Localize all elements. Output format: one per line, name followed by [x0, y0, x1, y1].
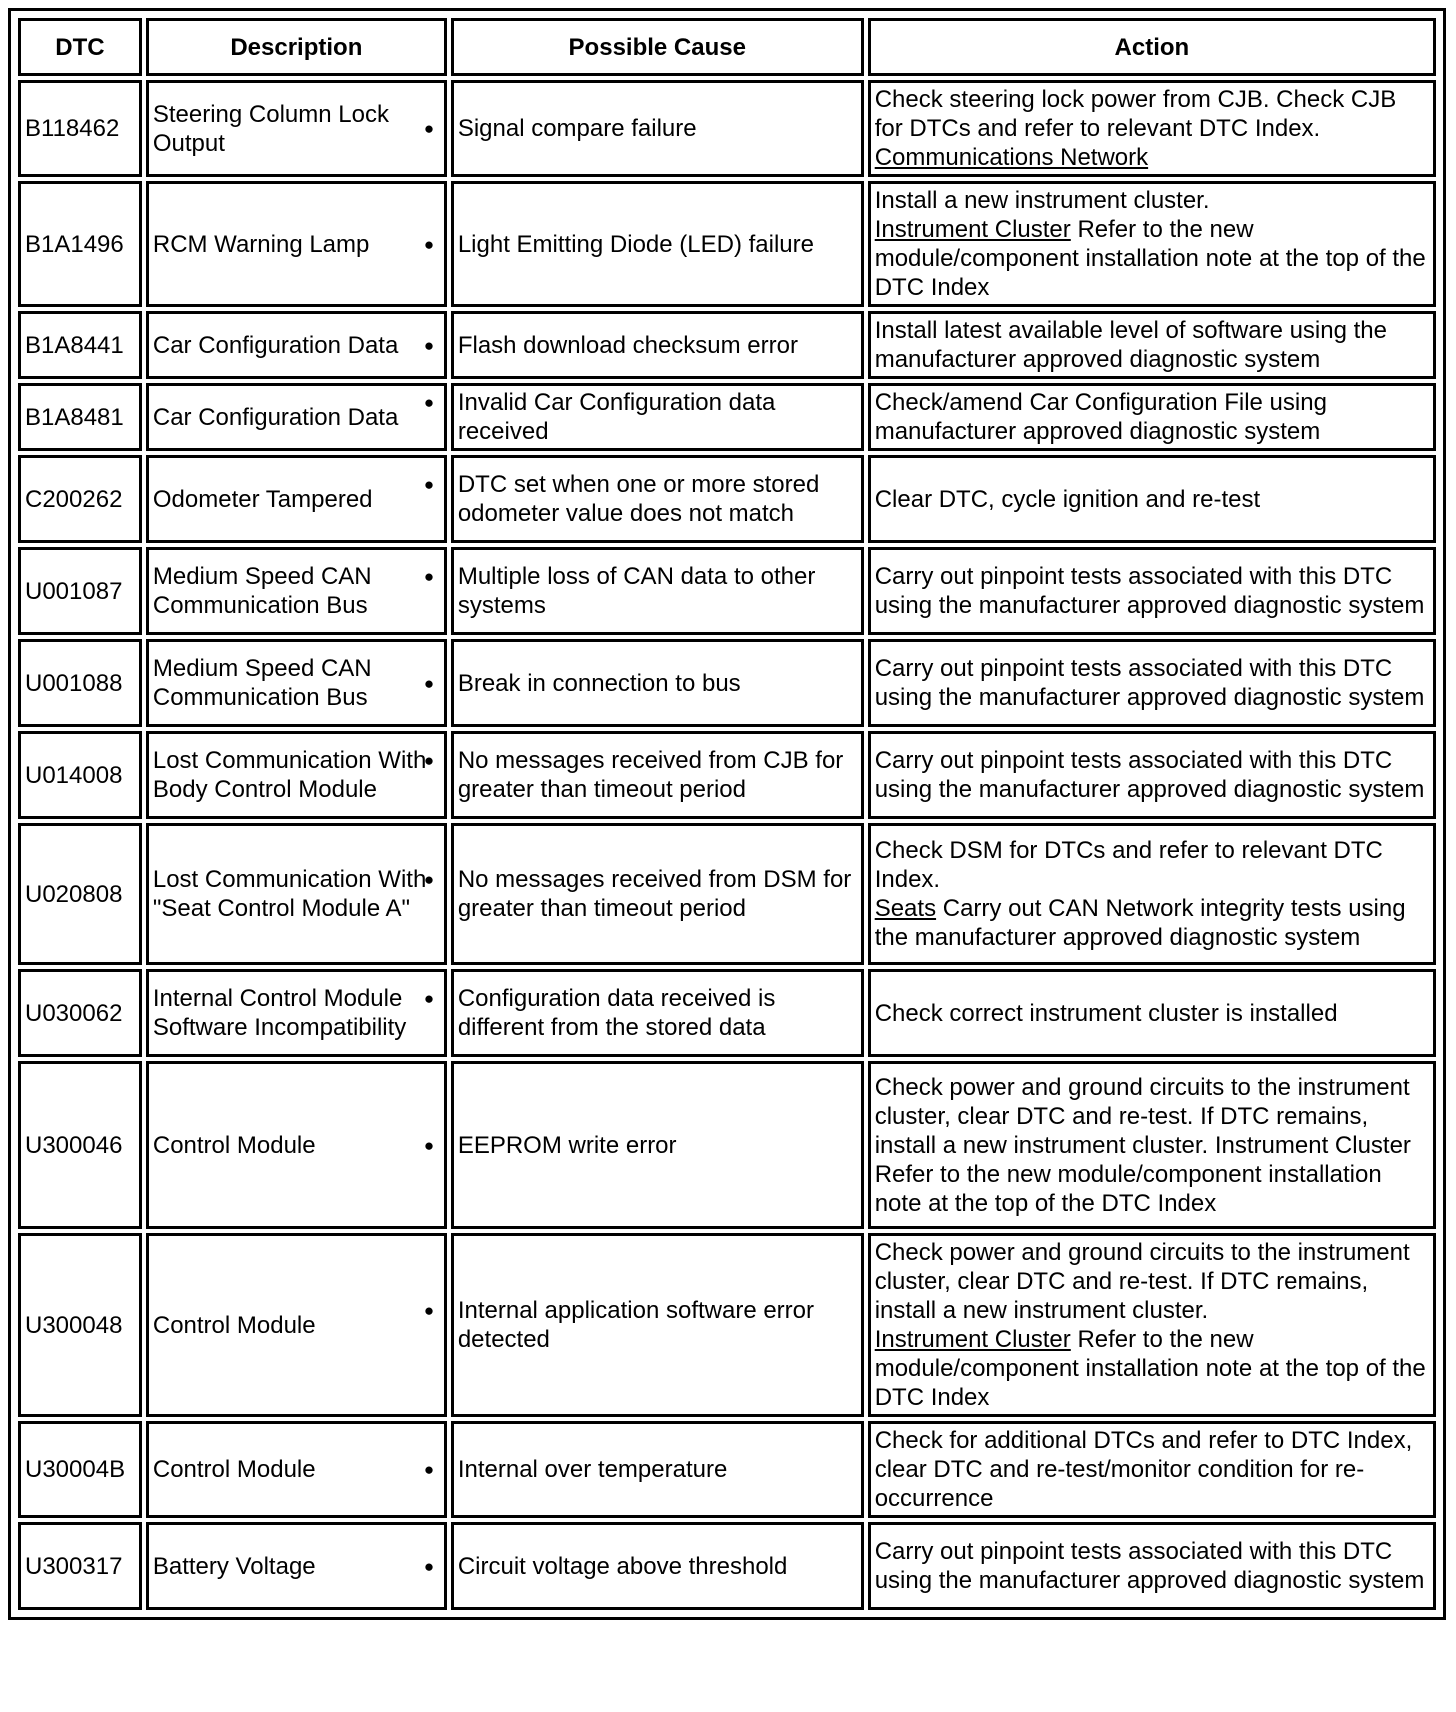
dtc-code: C200262	[18, 455, 142, 543]
action-text: Check power and ground circuits to the instrument cluster, clear DTC and re-test. If DTC remains, install a new instrument cluster. Instrument Cluster Refer to the new module/component installation note at the top of the DTC Index	[874, 1073, 1411, 1217]
dtc-possible-cause	[451, 1421, 864, 1518]
dtc-description: RCM Warning Lamp	[146, 181, 447, 307]
dtc-possible-cause	[451, 969, 864, 1057]
cause-bullet-item: ● Internal application software error detected	[458, 1296, 857, 1354]
dtc-description: Control Module	[146, 1061, 447, 1229]
action-text: Check power and ground circuits to the instrument cluster, clear DTC and re-test. If DTC remains, install a new instrument cluster.	[874, 1239, 1410, 1324]
dtc-code: U001087	[18, 547, 142, 635]
dtc-action	[868, 823, 1436, 965]
action-reference-link[interactable]: Seats	[874, 895, 937, 922]
dtc-description: Steering Column Lock Output	[146, 80, 447, 177]
dtc-code: U001088	[18, 639, 142, 727]
header-action: Action	[868, 18, 1436, 76]
dtc-description: Internal Control Module Software Incompatibility	[146, 969, 447, 1057]
cause-bullet-item: ● Break in connection to bus	[458, 669, 857, 698]
dtc-action	[868, 969, 1436, 1057]
dtc-code: U014008	[18, 731, 142, 819]
action-text: Install latest available level of software using the manufacturer approved diagnostic system	[874, 317, 1387, 373]
dtc-code: U300048	[18, 1233, 142, 1417]
dtc-code: B1A8481	[18, 383, 142, 451]
table-row	[18, 547, 1436, 635]
dtc-description: Medium Speed CAN Communication Bus	[146, 639, 447, 727]
table-row	[18, 80, 1436, 177]
dtc-description: Medium Speed CAN Communication Bus	[146, 547, 447, 635]
dtc-possible-cause	[451, 311, 864, 379]
dtc-action	[868, 455, 1436, 543]
dtc-possible-cause	[451, 181, 864, 307]
header-cause: Possible Cause	[451, 18, 864, 76]
action-reference-link[interactable]: Instrument Cluster	[874, 1326, 1071, 1353]
dtc-action	[868, 80, 1436, 177]
header-description: Description	[146, 18, 447, 76]
dtc-possible-cause	[451, 455, 864, 543]
dtc-possible-cause	[451, 731, 864, 819]
action-text-continued: Refer to the new module/component installation note at the top of the DTC Index	[874, 1326, 1426, 1411]
table-row	[18, 1421, 1436, 1518]
dtc-description: Control Module	[146, 1421, 447, 1518]
action-text: Check correct instrument cluster is installed	[874, 999, 1338, 1027]
dtc-possible-cause	[451, 1233, 864, 1417]
dtc-possible-cause	[451, 823, 864, 965]
table-row	[18, 455, 1436, 543]
action-text: Check steering lock power from CJB. Check CJB for DTCs and refer to relevant DTC Index.	[874, 86, 1397, 142]
dtc-action	[868, 181, 1436, 307]
table-row	[18, 311, 1436, 379]
dtc-action	[868, 311, 1436, 379]
header-dtc: DTC	[18, 18, 142, 76]
action-text-continued: Carry out CAN Network integrity tests using the manufacturer approved diagnostic system	[874, 895, 1406, 951]
cause-bullet-item: ● No messages received from DSM for greater than timeout period	[458, 865, 857, 923]
dtc-description: Lost Communication With "Seat Control Module A"	[146, 823, 447, 965]
dtc-action	[868, 1522, 1436, 1610]
dtc-action	[868, 731, 1436, 819]
dtc-possible-cause	[451, 1061, 864, 1229]
dtc-code: U300046	[18, 1061, 142, 1229]
cause-bullet-item: ● EEPROM write error	[458, 1131, 857, 1160]
dtc-code: B1A1496	[18, 181, 142, 307]
cause-bullet-item: ● Multiple loss of CAN data to other systems	[458, 562, 857, 620]
dtc-description: Car Configuration Data	[146, 311, 447, 379]
action-reference-link[interactable]: Instrument Cluster	[874, 216, 1071, 243]
cause-bullet-item: ● Light Emitting Diode (LED) failure	[458, 230, 857, 259]
dtc-code: U30004B	[18, 1421, 142, 1518]
cause-bullet-item: ● Configuration data received is different from the stored data	[458, 984, 857, 1042]
action-text: Carry out pinpoint tests associated with this DTC using the manufacturer approved diagnostic system	[874, 655, 1425, 711]
dtc-possible-cause	[451, 639, 864, 727]
dtc-code: U020808	[18, 823, 142, 965]
dtc-description: Car Configuration Data	[146, 383, 447, 451]
dtc-action	[868, 547, 1436, 635]
dtc-action	[868, 1061, 1436, 1229]
dtc-code: B118462	[18, 80, 142, 177]
dtc-description: Odometer Tampered	[146, 455, 447, 543]
dtc-possible-cause	[451, 383, 864, 451]
cause-bullet-item: ● Circuit voltage above threshold	[458, 1552, 857, 1581]
action-text: Check for additional DTCs and refer to DTC Index, clear DTC and re-test/monitor condition for re-occurrence	[874, 1427, 1413, 1512]
action-text: Carry out pinpoint tests associated with this DTC using the manufacturer approved diagnostic system	[874, 563, 1425, 619]
dtc-description: Battery Voltage	[146, 1522, 447, 1610]
action-text: Check/amend Car Configuration File using manufacturer approved diagnostic system	[874, 389, 1327, 445]
dtc-possible-cause	[451, 1522, 864, 1610]
action-text-continued: Refer to the new module/component installation note at the top of the DTC Index	[874, 216, 1426, 301]
action-reference-link[interactable]: Communications Network	[874, 144, 1149, 171]
table-row	[18, 181, 1436, 307]
cause-bullet-item: ● Internal over temperature	[458, 1455, 857, 1484]
cause-bullet-item: ● Flash download checksum error	[458, 331, 857, 360]
dtc-description: Control Module	[146, 1233, 447, 1417]
cause-bullet-item: ● Signal compare failure	[458, 114, 857, 143]
action-text: Carry out pinpoint tests associated with this DTC using the manufacturer approved diagnostic system	[874, 1538, 1425, 1594]
dtc-possible-cause	[451, 80, 864, 177]
dtc-description: Lost Communication With Body Control Module	[146, 731, 447, 819]
dtc-code: B1A8441	[18, 311, 142, 379]
table-row	[18, 1522, 1436, 1610]
table-header-row	[18, 18, 1436, 76]
dtc-table-frame	[8, 8, 1446, 1620]
dtc-action	[868, 639, 1436, 727]
table-row	[18, 823, 1436, 965]
table-row	[18, 639, 1436, 727]
table-row	[18, 383, 1436, 451]
table-row	[18, 1233, 1436, 1417]
dtc-code: U300317	[18, 1522, 142, 1610]
dtc-code: U030062	[18, 969, 142, 1057]
table-row	[18, 731, 1436, 819]
cause-bullet-item: ● Invalid Car Configuration data received	[458, 388, 857, 446]
action-text: Carry out pinpoint tests associated with this DTC using the manufacturer approved diagnostic system	[874, 747, 1425, 803]
dtc-action	[868, 1233, 1436, 1417]
table-row	[18, 1061, 1436, 1229]
cause-bullet-item: ● No messages received from CJB for greater than timeout period	[458, 746, 857, 804]
action-text: Check DSM for DTCs and refer to relevant DTC Index.	[874, 837, 1383, 893]
table-row	[18, 969, 1436, 1057]
dtc-possible-cause	[451, 547, 864, 635]
action-text: Clear DTC, cycle ignition and re-test	[874, 485, 1261, 513]
dtc-table	[14, 14, 1440, 1614]
dtc-action	[868, 1421, 1436, 1518]
cause-bullet-item: ● DTC set when one or more stored odometer value does not match	[458, 470, 857, 528]
action-text: Install a new instrument cluster.	[874, 187, 1210, 214]
dtc-action	[868, 383, 1436, 451]
